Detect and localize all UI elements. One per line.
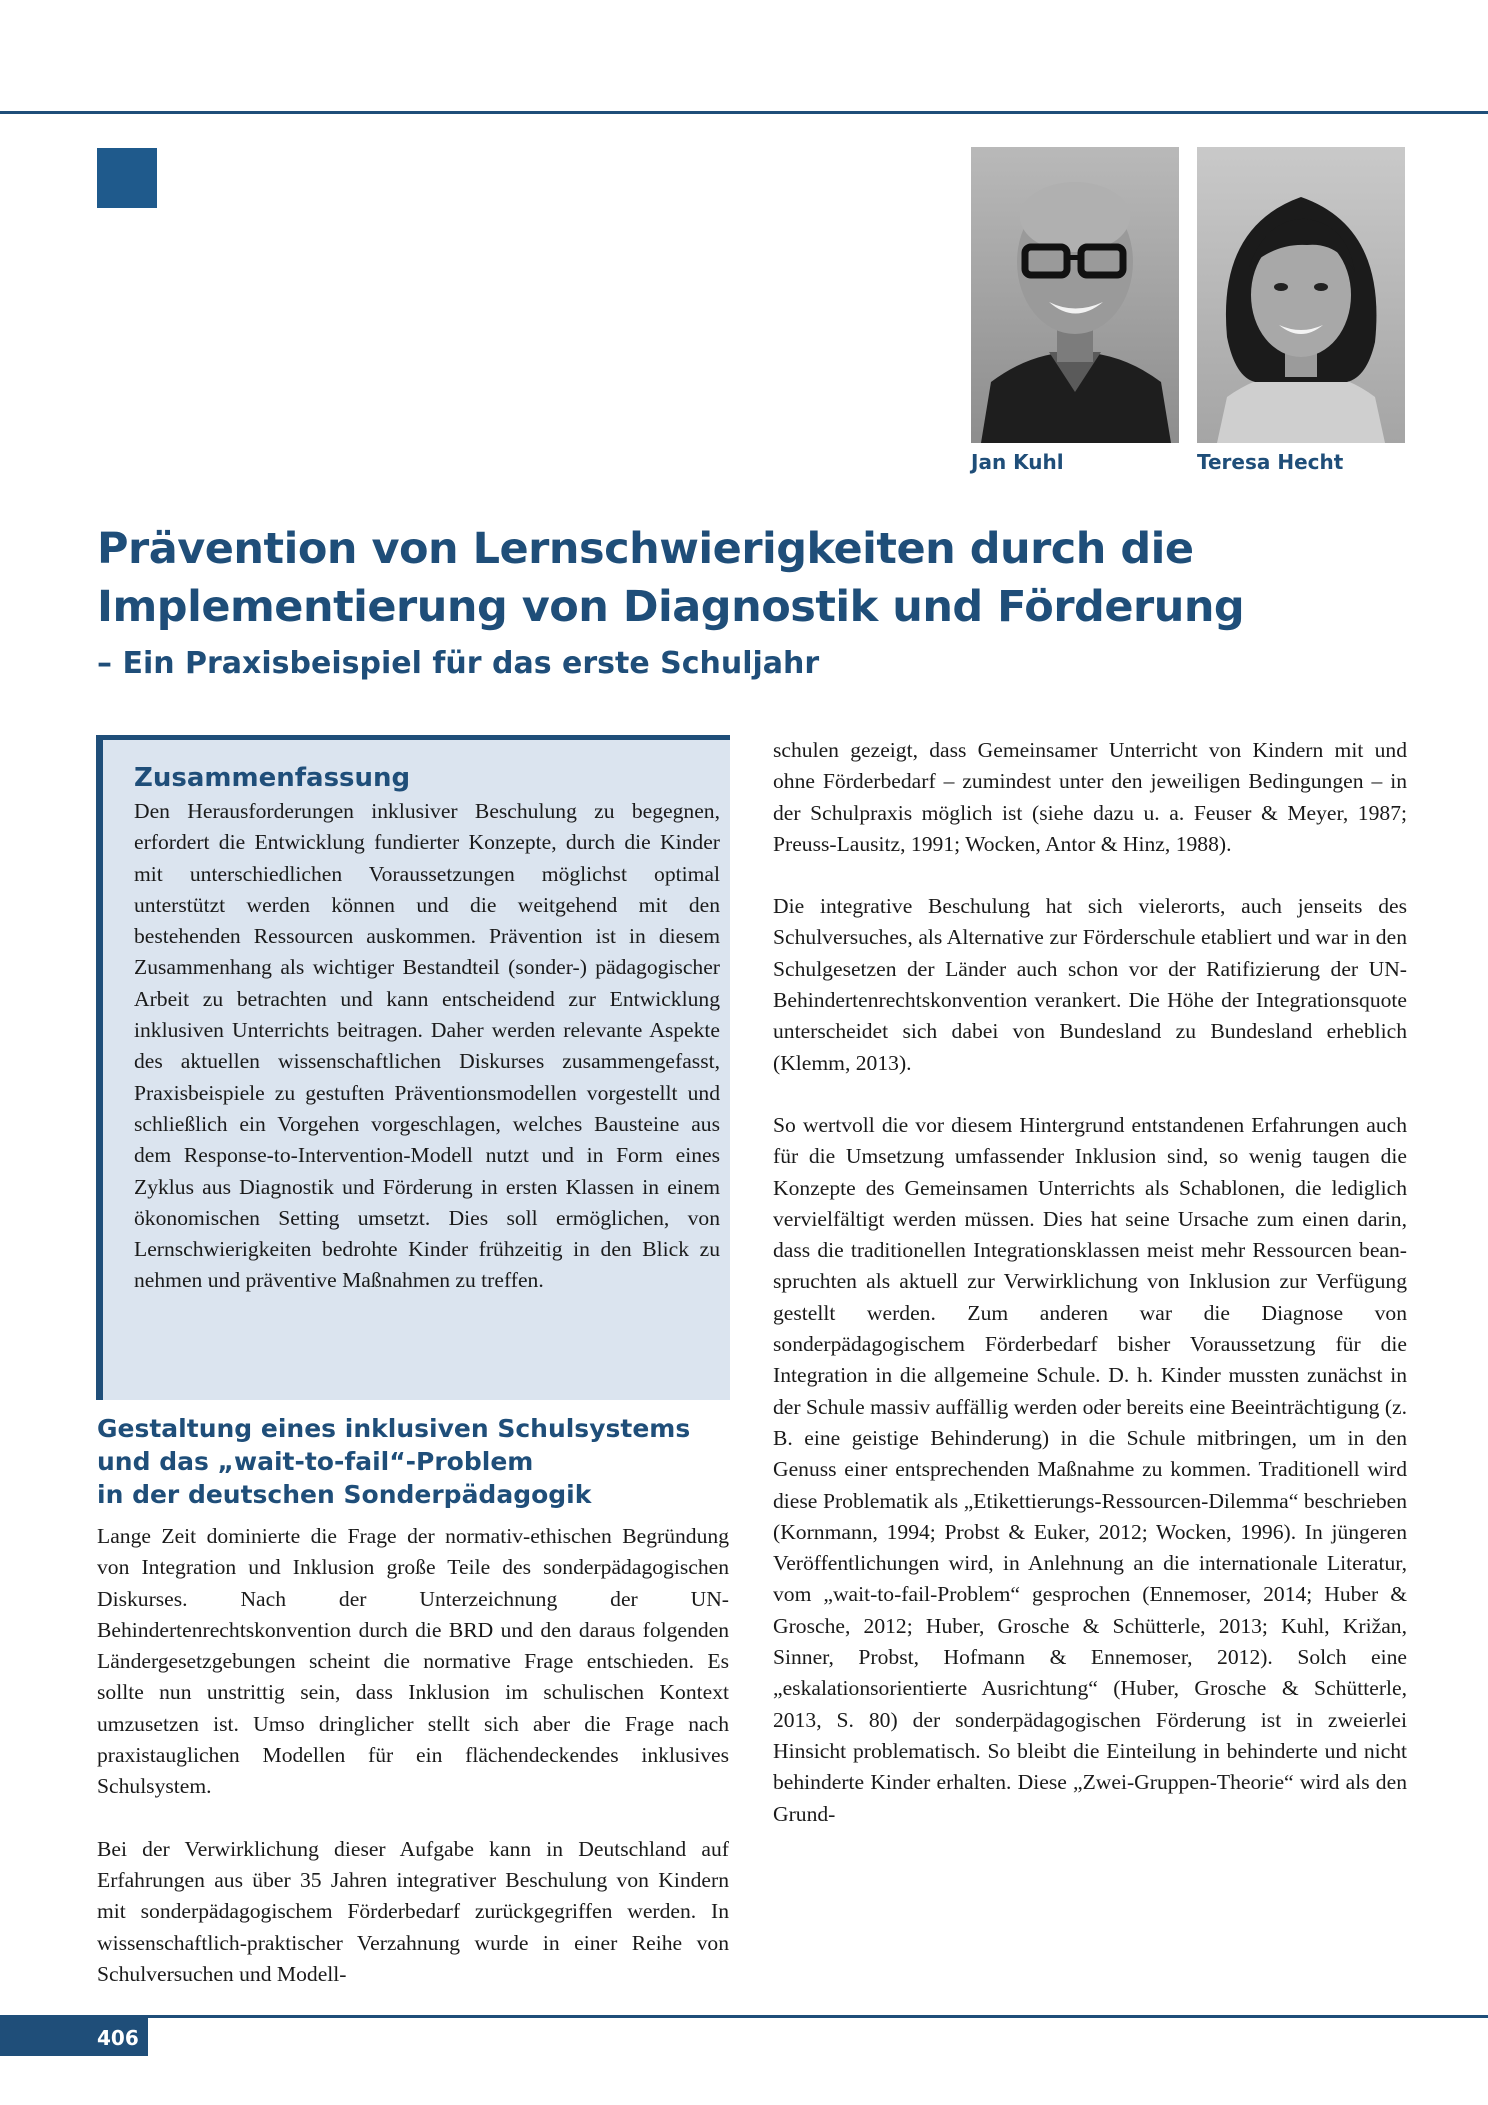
bottom-rule: [0, 2015, 1488, 2018]
author-name-jan-kuhl: Jan Kuhl: [971, 450, 1064, 474]
author-photo-teresa-hecht: [1197, 147, 1405, 443]
section-heading: [97, 1412, 737, 1511]
right-paragraph-1: schulen gezeigt, dass Gemeinsamer Unterricht von Kindern mit und ohne Förderbedarf – zumindest unter den jeweiligen Bedingungen – in der Schulpraxis möglich ist (siehe dazu u. a. Feuser & Meyer, 1987; Preuss-Lausitz, 1991; Wocken, Antor & Hinz, 1988).: [773, 738, 1407, 856]
author-name-teresa-hecht: Teresa Hecht: [1197, 450, 1344, 474]
article-title: Prävention von Lernschwierigkeiten durch die Implementierung von Diagnostik und Förderung: [97, 524, 1245, 632]
author-photo-jan-kuhl: [971, 147, 1179, 443]
section-heading-line-2: und das „wait-to-fail“-Problem: [97, 1447, 534, 1476]
section-marker-square: [97, 148, 157, 208]
summary-box: [96, 735, 730, 1400]
top-rule: [0, 111, 1488, 114]
right-paragraph-2: Die integrative Beschulung hat sich vielerorts, auch jenseits des Schulversuches, als Alternative zur Förderschule etabliert und war in den Schulgesetzen der Länder auch schon vor der Ratifizierung der UN-Behindertenrechtskonvention verankert. Die Höhe der Integrationsquote unterscheidet sich dabei von Bundesland zu Bundesland erheblich (Klemm, 2013).: [773, 894, 1407, 1075]
right-column: [773, 735, 1407, 1861]
left-column: [97, 1521, 729, 2021]
left-paragraph-2: Bei der Verwirklichung dieser Aufgabe kann in Deutschland auf Erfahrungen aus über 35 Jahren integrativer Beschulung von Kindern mit sonderpädagogischem Förderbedarf zurückgegriffen werden. In wissenschaftlich-praktischer Verzahnung wurde in einer Reihe von Schulversuchen und Modell-: [97, 1836, 729, 1986]
article-subtitle: – Ein Praxisbeispiel für das erste Schuljahr: [97, 646, 820, 681]
section-heading-line-3: in der deutschen Sonderpädagogik: [97, 1480, 592, 1509]
page-number: 406: [97, 2026, 139, 2050]
summary-text: Den Herausforderungen inklusiver Beschulung zu begegnen, erfordert die Entwicklung fundierter Konzepte, durch die Kinder mit unterschiedlichen Voraussetzungen möglichst optimal unterstützt werden können und die weitgehend mit den bestehenden Ressourcen auskommen. Prävention ist in diesem Zusammenhang als wichtiger Bestandteil (sonder-) pädagogischer Arbeit zu betrachten und kann entscheidend zur Entwicklung inklusiven Unterrichts beitragen. Daher werden relevante Aspekte des aktuellen wissenschaftlichen Diskurses zusammengefasst, Praxisbeispiele zu gestuften Präventionsmodellen vorgestellt und schließlich ein Vorgehen vorgeschlagen, welches Bausteine aus dem Response-to-Intervention-Modell nutzt und in Form eines Zyklus aus Diagnostik und Förderung in ersten Klassen in einem ökonomischen Setting umsetzt. Dies soll ermöglichen, von Lernschwierigkeiten bedrohte Kinder frühzeitig in den Blick zu nehmen und präventive Maßnahmen zu treffen.: [134, 799, 720, 1293]
right-paragraph-3: So wertvoll die vor diesem Hintergrund entstandenen Erfahrungen auch für die Umsetzung umfassender Inklusion sind, so wenig taugen die Konzepte des Gemeinsamen Unterrichts als Schablonen, die lediglich vervielfältigt werden müssen. Dies hat seine Ursache zum einen darin, dass die traditionellen Integrationsklassen meist mehr Ressourcen beanspruchten als aktuell zur Verwirklichung von Inklusion zur Verfügung gestellt werden. Zum anderen war die Diagnose von sonderpädagogischem Förderbedarf bisher Voraussetzung für die Integration in die allgemeine Schule. D. h. Kinder mussten zunächst in der Schule massiv auffällig werden oder bereits eine Beeinträchtigung (z. B. eine geistige Behinderung) in die Schule mitbringen, um in den Genuss einer entsprechenden Maßnahme zu kommen. Traditionell wird diese Problematik als „Etikettierungs-Ressourcen-Dilemma“ beschrieben (Kornmann, 1994; Probst & Euker, 2012; Wocken, 1996). In jüngeren Veröffentlichungen wird, in Anlehnung an die internationale Literatur, vom „wait-to-fail-Problem“ gesprochen (Ennemoser, 2014; Huber & Grosche, 2012; Huber, Grosche & Schütterle, 2013; Kuhl, Križan, Sinner, Probst, Hofmann & Ennemoser, 2012). Solch eine „eskalationsorientierte Ausrichtung“ (Huber, Grosche & Schütterle, 2013, S. 80) der sonderpädagogischen Förderung ist in zweierlei Hinsicht problematisch. So bleibt die Einteilung in behinderte und nicht behinderte Kinder erhalten. Diese „Zwei-Gruppen-Theorie“ wird als den Grund-: [773, 1112, 1407, 1826]
summary-heading: Zusammenfassung: [134, 763, 411, 793]
section-heading-line-1: Gestaltung eines inklusiven Schulsystems: [97, 1414, 691, 1443]
left-paragraph-1: Lange Zeit dominierte die Frage der normativ-ethischen Begründung von Integration und Inklusion große Teile des sonderpädagogischen Diskurses. Nach der Unterzeichnung der UN-Behindertenrechtskonvention durch die BRD und den daraus folgenden Ländergesetzgebungen scheint die normative Frage entschieden. Es sollte nun unstrittig sein, dass Inklusion im schulischen Kontext umzusetzen ist. Umso dringlicher stellt sich aber die Frage nach praxistauglichen Modellen für ein flächendeckendes inklusives Schulsystem.: [97, 1524, 729, 1799]
